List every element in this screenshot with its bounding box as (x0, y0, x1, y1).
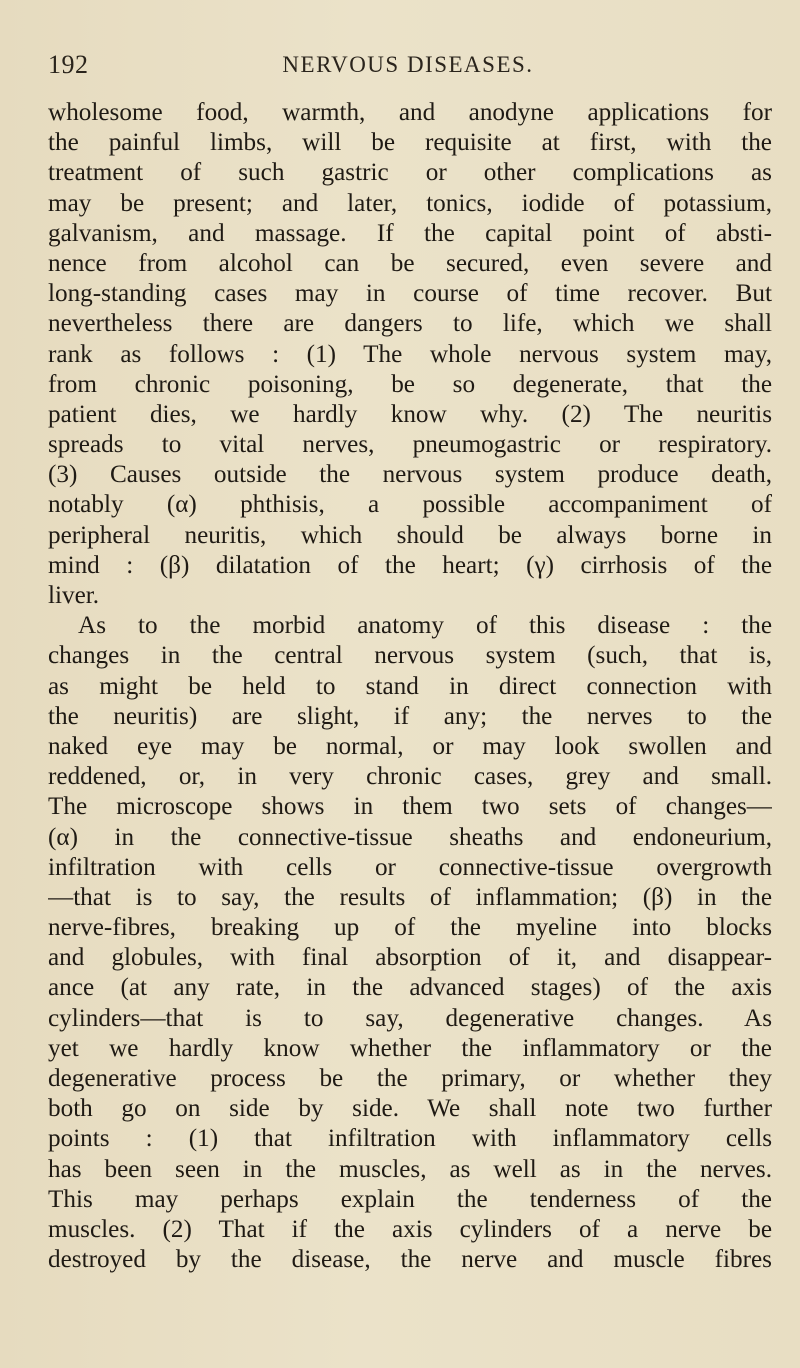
text-line: nence from alcohol can be secured, even severe and (48, 249, 772, 277)
text-line: liver. (48, 582, 100, 609)
text-line: galvanism, and massage. If the capital point of absti- (48, 219, 772, 247)
text-line: mind : (β) dilatation of the heart; (γ) cirrhosis of the (48, 551, 772, 579)
text-line: from chronic poisoning, be so degenerate, that the (48, 370, 772, 398)
text-line: the painful limbs, will be requisite at first, with the (48, 129, 772, 157)
text-line: peripheral neuritis, which should be always borne in (48, 521, 772, 549)
text-line: This may perhaps explain the tenderness of the (48, 1185, 772, 1213)
text-line: notably (α) phthisis, a possible accompaniment of (48, 491, 772, 519)
text-line: both go on side by side. We shall note two further (48, 1095, 772, 1123)
page-number: 192 (48, 50, 89, 79)
paragraph-first-line: As to the morbid anatomy of this disease : the (78, 612, 772, 640)
text-line: long-standing cases may in course of time recover. But (48, 280, 772, 308)
text-line: nevertheless there are dangers to life, which we shall (48, 310, 772, 338)
text-line: yet we hardly know whether the inflammatory or the (48, 1034, 772, 1062)
body-text (48, 98, 772, 1275)
running-title: NERVOUS DISEASES. (282, 52, 534, 77)
text-line: as might be held to stand in direct connection with (48, 672, 772, 700)
text-line: naked eye may be normal, or may look swollen and (48, 732, 772, 760)
text-line: the neuritis) are slight, if any; the nerves to the (48, 702, 772, 730)
text-line: infiltration with cells or connective-tissue overgrowth (48, 853, 772, 881)
text-line: points : (1) that infiltration with inflammatory cells (48, 1125, 772, 1153)
running-head (48, 50, 768, 84)
text-line: changes in the central nervous system (such, that is, (48, 642, 772, 670)
text-line: cylinders—that is to say, degenerative changes. As (48, 1004, 772, 1032)
text-line: —that is to say, the results of inflammation; (β) in the (48, 883, 772, 911)
text-line: reddened, or, in very chronic cases, grey and small. (48, 763, 772, 791)
text-line: patient dies, we hardly know why. (2) The neuritis (48, 400, 772, 428)
text-line: degenerative process be the primary, or whether they (48, 1065, 772, 1092)
text-line: (α) in the connective-tissue sheaths and endoneurium, (48, 823, 772, 851)
text-line: The microscope shows in them two sets of changes— (48, 793, 772, 821)
text-line: nerve-fibres, breaking up of the myeline into blocks (48, 914, 772, 942)
text-line: destroyed by the disease, the nerve and muscle fibres (48, 1246, 772, 1274)
text-line: wholesome food, warmth, and anodyne applications for (48, 99, 772, 126)
text-line: and globules, with final absorption of it, and disappear- (48, 944, 772, 972)
text-line: spreads to vital nerves, pneumogastric or respiratory. (48, 431, 772, 459)
text-line: (3) Causes outside the nervous system produce death, (48, 461, 772, 489)
text-line: may be present; and later, tonics, iodide of potassium, (48, 189, 772, 217)
text-line: treatment of such gastric or other complications as (48, 159, 772, 187)
text-line: has been seen in the muscles, as well as in the nerves. (48, 1155, 772, 1183)
text-line: ance (at any rate, in the advanced stages) of the axis (48, 974, 772, 1002)
text-line: muscles. (2) That if the axis cylinders of a nerve be (48, 1215, 772, 1243)
text-line: rank as follows : (1) The whole nervous system may, (48, 340, 772, 368)
